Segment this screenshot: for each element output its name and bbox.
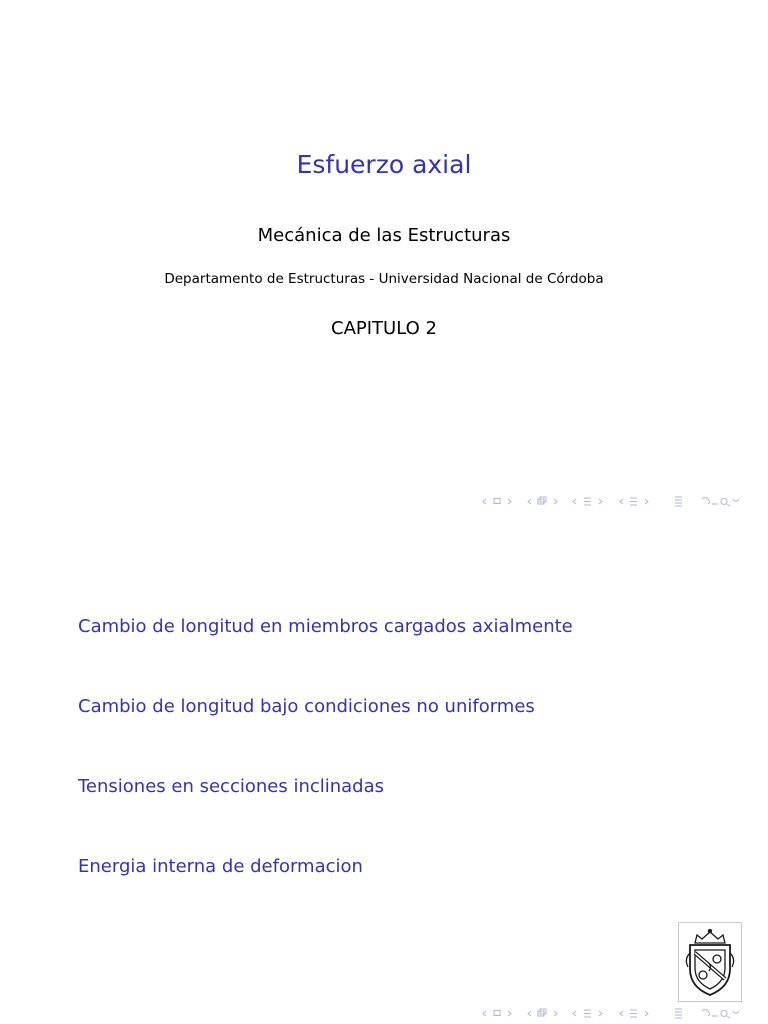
university-logo bbox=[678, 922, 742, 1002]
toc-item[interactable]: Tensiones en secciones inclinadas bbox=[78, 776, 385, 797]
nav-search-icon[interactable] bbox=[702, 498, 739, 507]
chapter-label: CAPITULO 2 bbox=[331, 318, 437, 339]
beamer-navigation-bar bbox=[480, 1005, 740, 1021]
nav-section-icon[interactable] bbox=[573, 498, 602, 505]
nav-back-icon[interactable] bbox=[675, 497, 682, 506]
presentation-institute: Departamento de Estructuras - Universidad Nacional de Córdoba bbox=[164, 271, 604, 287]
university-crest-icon bbox=[679, 923, 741, 1001]
nav-frame-icon[interactable] bbox=[483, 499, 511, 505]
nav-subsection-icon[interactable] bbox=[528, 497, 557, 504]
toc-item[interactable]: Cambio de longitud bajo condiciones no uniformes bbox=[78, 696, 535, 717]
presentation-subtitle: Mecánica de las Estructuras bbox=[257, 225, 511, 246]
beamer-navigation-bar bbox=[480, 493, 740, 509]
nav-frame-icon[interactable] bbox=[483, 1011, 511, 1017]
nav-doc-icon[interactable] bbox=[620, 498, 648, 505]
nav-subsection-icon[interactable] bbox=[528, 1009, 557, 1016]
toc-item[interactable]: Cambio de longitud en miembros cargados axialmente bbox=[78, 616, 573, 637]
nav-back-icon[interactable] bbox=[675, 1009, 682, 1018]
nav-doc-icon[interactable] bbox=[620, 1010, 648, 1017]
toc-item[interactable]: Energia interna de deformacion bbox=[78, 856, 363, 877]
nav-search-icon[interactable] bbox=[702, 1010, 739, 1019]
table-of-contents bbox=[78, 616, 573, 936]
outline-slide bbox=[0, 512, 768, 1024]
nav-section-icon[interactable] bbox=[573, 1010, 602, 1017]
presentation-title: Esfuerzo axial bbox=[296, 150, 472, 179]
